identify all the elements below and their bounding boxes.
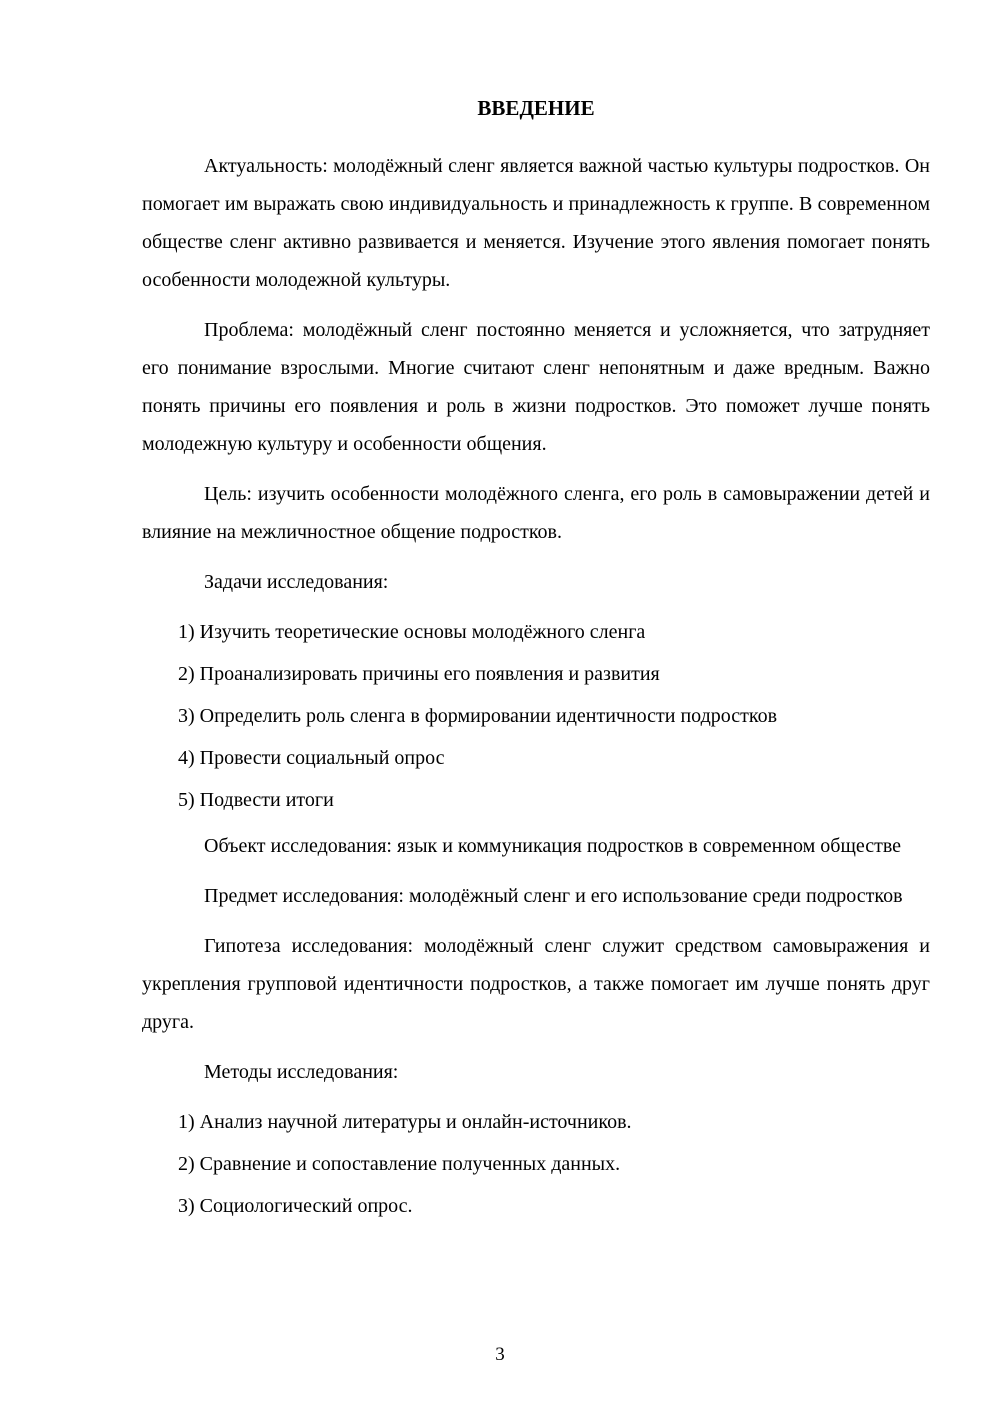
list-item: 5) Подвести итоги — [178, 789, 334, 811]
document-content — [142, 96, 930, 1233]
paragraph-tasks-heading: Задачи исследования: — [204, 571, 389, 593]
paragraph-relevance: Актуальность: молодёжный сленг является важной частью культуры подростков. Он помогает им выражать свою индивидуальность и принадлежность к группе. В современном обществе сленг активно развивается и меняется. Изучение этого явления помогает понять особенности молодежной культуры. — [142, 155, 930, 291]
list-item: 3) Определить роль сленга в формировании идентичности подростков — [178, 705, 778, 727]
list-item: 4) Провести социальный опрос — [178, 747, 445, 769]
tasks-list — [142, 613, 930, 819]
page-number: 3 — [495, 1344, 505, 1365]
document-title: ВВЕДЕНИЕ — [477, 96, 595, 120]
paragraph-problem: Проблема: молодёжный сленг постоянно меняется и усложняется, что затрудняет его понимание взрослыми. Многие считают сленг непонятным и даже вредным. Важно понять причины его появления и роль в жизни подростков. Это поможет лучше понять молодежную культуру и особенности общения. — [142, 319, 930, 455]
list-item: 2) Проанализировать причины его появления и развития — [178, 663, 660, 685]
paragraph-object: Объект исследования: язык и коммуникация подростков в современном обществе — [204, 835, 902, 857]
paragraph-methods-heading: Методы исследования: — [204, 1061, 399, 1083]
list-item: 1) Изучить теоретические основы молодёжного сленга — [178, 621, 646, 643]
list-item: 2) Сравнение и сопоставление полученных данных. — [178, 1153, 621, 1175]
paragraph-hypothesis: Гипотеза исследования: молодёжный сленг служит средством самовыражения и укрепления групповой идентичности подростков, а также помогает им лучше понять друг друга. — [142, 935, 930, 1033]
list-item: 1) Анализ научной литературы и онлайн-источников. — [178, 1111, 632, 1133]
paragraph-subject: Предмет исследования: молодёжный сленг и его использование среди подростков — [204, 885, 903, 907]
methods-list — [142, 1103, 930, 1225]
paragraph-goal: Цель: изучить особенности молодёжного сленга, его роль в самовыражении детей и влияние на межличностное общение подростков. — [142, 483, 930, 543]
list-item: 3) Социологический опрос. — [178, 1195, 413, 1217]
